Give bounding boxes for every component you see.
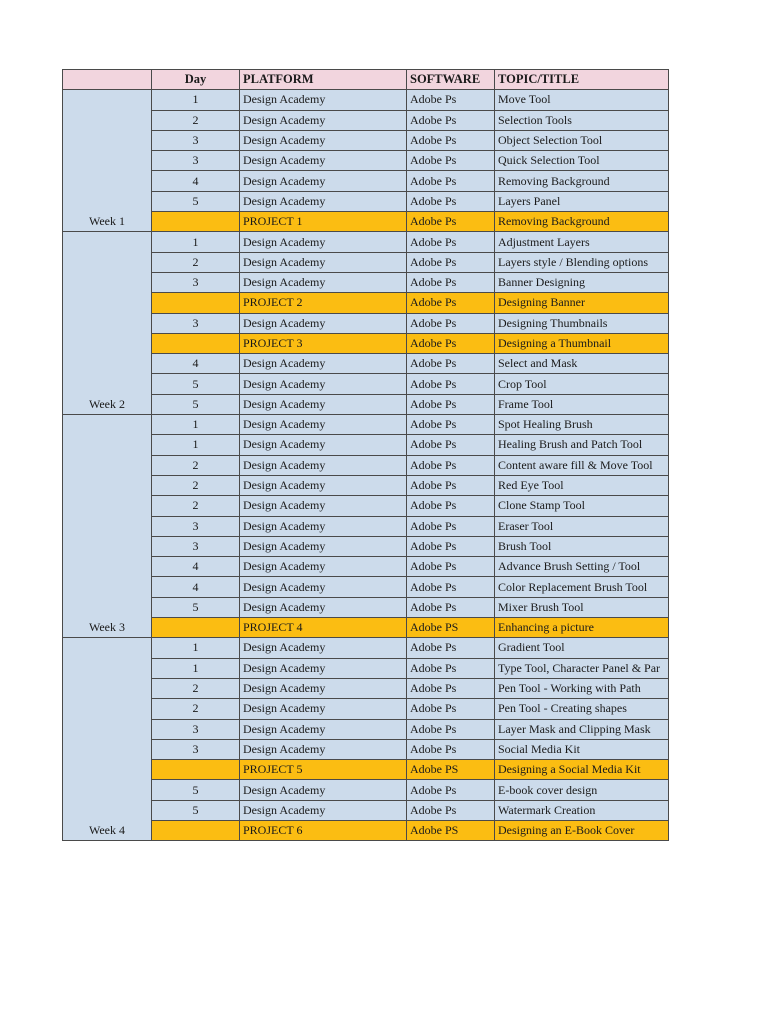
table-row: [63, 415, 669, 435]
software-cell: Adobe Ps: [407, 800, 495, 820]
platform-cell: PROJECT 3: [240, 333, 407, 353]
day-cell: 5: [152, 191, 240, 211]
topic-cell: Designing a Thumbnail: [495, 333, 669, 353]
platform-cell: Design Academy: [240, 699, 407, 719]
day-cell: 4: [152, 557, 240, 577]
table-row: [63, 252, 669, 272]
table-row: [63, 455, 669, 475]
header-topic: TOPIC/TITLE: [495, 70, 669, 90]
week-label: Week 2: [63, 232, 152, 415]
day-cell: 1: [152, 638, 240, 658]
topic-cell: Eraser Tool: [495, 516, 669, 536]
platform-cell: Design Academy: [240, 800, 407, 820]
software-cell: Adobe Ps: [407, 171, 495, 191]
platform-cell: PROJECT 6: [240, 820, 407, 840]
platform-cell: Design Academy: [240, 780, 407, 800]
week-label: Week 3: [63, 415, 152, 638]
software-cell: Adobe Ps: [407, 699, 495, 719]
software-cell: Adobe PS: [407, 820, 495, 840]
day-cell: [152, 293, 240, 313]
topic-cell: Pen Tool - Creating shapes: [495, 699, 669, 719]
platform-cell: Design Academy: [240, 313, 407, 333]
software-cell: Adobe Ps: [407, 313, 495, 333]
platform-cell: Design Academy: [240, 191, 407, 211]
table-row: [63, 638, 669, 658]
platform-cell: Design Academy: [240, 678, 407, 698]
topic-cell: Content aware fill & Move Tool: [495, 455, 669, 475]
platform-cell: Design Academy: [240, 110, 407, 130]
software-cell: Adobe Ps: [407, 272, 495, 292]
header-platform: PLATFORM: [240, 70, 407, 90]
software-cell: Adobe Ps: [407, 374, 495, 394]
day-cell: 3: [152, 739, 240, 759]
table-row: [63, 699, 669, 719]
software-cell: Adobe Ps: [407, 536, 495, 556]
topic-cell: Select and Mask: [495, 354, 669, 374]
table-row: [63, 232, 669, 252]
day-cell: 5: [152, 597, 240, 617]
software-cell: Adobe Ps: [407, 333, 495, 353]
topic-cell: Designing an E-Book Cover: [495, 820, 669, 840]
table-row: [63, 313, 669, 333]
software-cell: Adobe Ps: [407, 638, 495, 658]
topic-cell: Brush Tool: [495, 536, 669, 556]
software-cell: Adobe Ps: [407, 394, 495, 414]
table-row: [63, 90, 669, 110]
software-cell: Adobe Ps: [407, 232, 495, 252]
platform-cell: Design Academy: [240, 638, 407, 658]
software-cell: Adobe Ps: [407, 739, 495, 759]
software-cell: Adobe Ps: [407, 577, 495, 597]
table-row: [63, 475, 669, 495]
topic-cell: Banner Designing: [495, 272, 669, 292]
week-label: Week 1: [63, 90, 152, 232]
project-row: [63, 293, 669, 313]
day-cell: 4: [152, 171, 240, 191]
table-row: [63, 171, 669, 191]
day-cell: 3: [152, 516, 240, 536]
platform-cell: Design Academy: [240, 475, 407, 495]
platform-cell: Design Academy: [240, 151, 407, 171]
day-cell: 3: [152, 313, 240, 333]
software-cell: Adobe Ps: [407, 293, 495, 313]
software-cell: Adobe Ps: [407, 597, 495, 617]
header-day: Day: [152, 70, 240, 90]
day-cell: 1: [152, 90, 240, 110]
topic-cell: Object Selection Tool: [495, 130, 669, 150]
platform-cell: Design Academy: [240, 130, 407, 150]
software-cell: Adobe Ps: [407, 212, 495, 232]
platform-cell: Design Academy: [240, 455, 407, 475]
topic-cell: Watermark Creation: [495, 800, 669, 820]
topic-cell: Mixer Brush Tool: [495, 597, 669, 617]
platform-cell: Design Academy: [240, 597, 407, 617]
software-cell: Adobe Ps: [407, 151, 495, 171]
platform-cell: PROJECT 2: [240, 293, 407, 313]
platform-cell: Design Academy: [240, 415, 407, 435]
software-cell: Adobe Ps: [407, 130, 495, 150]
topic-cell: Advance Brush Setting / Tool: [495, 557, 669, 577]
platform-cell: Design Academy: [240, 252, 407, 272]
platform-cell: PROJECT 1: [240, 212, 407, 232]
software-cell: Adobe PS: [407, 618, 495, 638]
day-cell: 2: [152, 496, 240, 516]
software-cell: Adobe Ps: [407, 435, 495, 455]
platform-cell: Design Academy: [240, 90, 407, 110]
day-cell: [152, 820, 240, 840]
software-cell: Adobe Ps: [407, 455, 495, 475]
software-cell: Adobe Ps: [407, 678, 495, 698]
table-row: [63, 739, 669, 759]
platform-cell: Design Academy: [240, 719, 407, 739]
platform-cell: PROJECT 5: [240, 760, 407, 780]
table-row: [63, 658, 669, 678]
table-row: [63, 516, 669, 536]
platform-cell: Design Academy: [240, 658, 407, 678]
day-cell: 5: [152, 374, 240, 394]
day-cell: 3: [152, 151, 240, 171]
software-cell: Adobe Ps: [407, 658, 495, 678]
software-cell: Adobe Ps: [407, 719, 495, 739]
day-cell: 2: [152, 699, 240, 719]
platform-cell: Design Academy: [240, 171, 407, 191]
software-cell: Adobe Ps: [407, 90, 495, 110]
software-cell: Adobe Ps: [407, 415, 495, 435]
platform-cell: PROJECT 4: [240, 618, 407, 638]
topic-cell: Selection Tools: [495, 110, 669, 130]
topic-cell: Type Tool, Character Panel & Par: [495, 658, 669, 678]
platform-cell: Design Academy: [240, 394, 407, 414]
topic-cell: Spot Healing Brush: [495, 415, 669, 435]
topic-cell: Red Eye Tool: [495, 475, 669, 495]
software-cell: Adobe Ps: [407, 475, 495, 495]
project-row: [63, 820, 669, 840]
platform-cell: Design Academy: [240, 354, 407, 374]
schedule-table: [62, 69, 669, 841]
day-cell: 2: [152, 475, 240, 495]
topic-cell: Healing Brush and Patch Tool: [495, 435, 669, 455]
day-cell: 4: [152, 354, 240, 374]
topic-cell: Designing Banner: [495, 293, 669, 313]
topic-cell: Clone Stamp Tool: [495, 496, 669, 516]
table-row: [63, 394, 669, 414]
topic-cell: Layers style / Blending options: [495, 252, 669, 272]
project-row: [63, 760, 669, 780]
topic-cell: E-book cover design: [495, 780, 669, 800]
table-row: [63, 780, 669, 800]
day-cell: 3: [152, 536, 240, 556]
topic-cell: Adjustment Layers: [495, 232, 669, 252]
topic-cell: Color Replacement Brush Tool: [495, 577, 669, 597]
day-cell: 2: [152, 252, 240, 272]
topic-cell: Enhancing a picture: [495, 618, 669, 638]
day-cell: 5: [152, 780, 240, 800]
week-label: Week 4: [63, 638, 152, 841]
platform-cell: Design Academy: [240, 739, 407, 759]
software-cell: Adobe Ps: [407, 516, 495, 536]
software-cell: Adobe Ps: [407, 557, 495, 577]
project-row: [63, 618, 669, 638]
topic-cell: Frame Tool: [495, 394, 669, 414]
day-cell: 2: [152, 110, 240, 130]
software-cell: Adobe Ps: [407, 354, 495, 374]
header-row: [63, 70, 669, 90]
day-cell: 1: [152, 415, 240, 435]
day-cell: [152, 618, 240, 638]
platform-cell: Design Academy: [240, 435, 407, 455]
table-row: [63, 435, 669, 455]
table-row: [63, 272, 669, 292]
table-row: [63, 557, 669, 577]
software-cell: Adobe Ps: [407, 191, 495, 211]
table-row: [63, 597, 669, 617]
platform-cell: Design Academy: [240, 374, 407, 394]
platform-cell: Design Academy: [240, 577, 407, 597]
software-cell: Adobe Ps: [407, 110, 495, 130]
topic-cell: Quick Selection Tool: [495, 151, 669, 171]
topic-cell: Designing a Social Media Kit: [495, 760, 669, 780]
topic-cell: Social Media Kit: [495, 739, 669, 759]
table-row: [63, 577, 669, 597]
topic-cell: Removing Background: [495, 171, 669, 191]
table-row: [63, 151, 669, 171]
table-row: [63, 354, 669, 374]
table-row: [63, 130, 669, 150]
table-row: [63, 536, 669, 556]
day-cell: [152, 212, 240, 232]
table-row: [63, 374, 669, 394]
table-row: [63, 800, 669, 820]
table-row: [63, 678, 669, 698]
platform-cell: Design Academy: [240, 272, 407, 292]
day-cell: 5: [152, 394, 240, 414]
day-cell: [152, 760, 240, 780]
day-cell: 2: [152, 455, 240, 475]
topic-cell: Crop Tool: [495, 374, 669, 394]
topic-cell: Move Tool: [495, 90, 669, 110]
platform-cell: Design Academy: [240, 557, 407, 577]
table-row: [63, 110, 669, 130]
table-row: [63, 191, 669, 211]
platform-cell: Design Academy: [240, 232, 407, 252]
topic-cell: Removing Background: [495, 212, 669, 232]
topic-cell: Designing Thumbnails: [495, 313, 669, 333]
platform-cell: Design Academy: [240, 516, 407, 536]
software-cell: Adobe Ps: [407, 252, 495, 272]
header-software: SOFTWARE: [407, 70, 495, 90]
day-cell: 1: [152, 658, 240, 678]
platform-cell: Design Academy: [240, 496, 407, 516]
day-cell: 3: [152, 272, 240, 292]
day-cell: 4: [152, 577, 240, 597]
day-cell: 5: [152, 800, 240, 820]
table-row: [63, 496, 669, 516]
software-cell: Adobe Ps: [407, 780, 495, 800]
topic-cell: Gradient Tool: [495, 638, 669, 658]
topic-cell: Pen Tool - Working with Path: [495, 678, 669, 698]
day-cell: 3: [152, 130, 240, 150]
table-row: [63, 719, 669, 739]
day-cell: 3: [152, 719, 240, 739]
project-row: [63, 333, 669, 353]
software-cell: Adobe Ps: [407, 496, 495, 516]
schedule-body: [63, 90, 669, 841]
topic-cell: Layers Panel: [495, 191, 669, 211]
topic-cell: Layer Mask and Clipping Mask: [495, 719, 669, 739]
day-cell: 2: [152, 678, 240, 698]
software-cell: Adobe PS: [407, 760, 495, 780]
platform-cell: Design Academy: [240, 536, 407, 556]
day-cell: 1: [152, 232, 240, 252]
day-cell: 1: [152, 435, 240, 455]
day-cell: [152, 333, 240, 353]
project-row: [63, 212, 669, 232]
header-week: [63, 70, 152, 90]
